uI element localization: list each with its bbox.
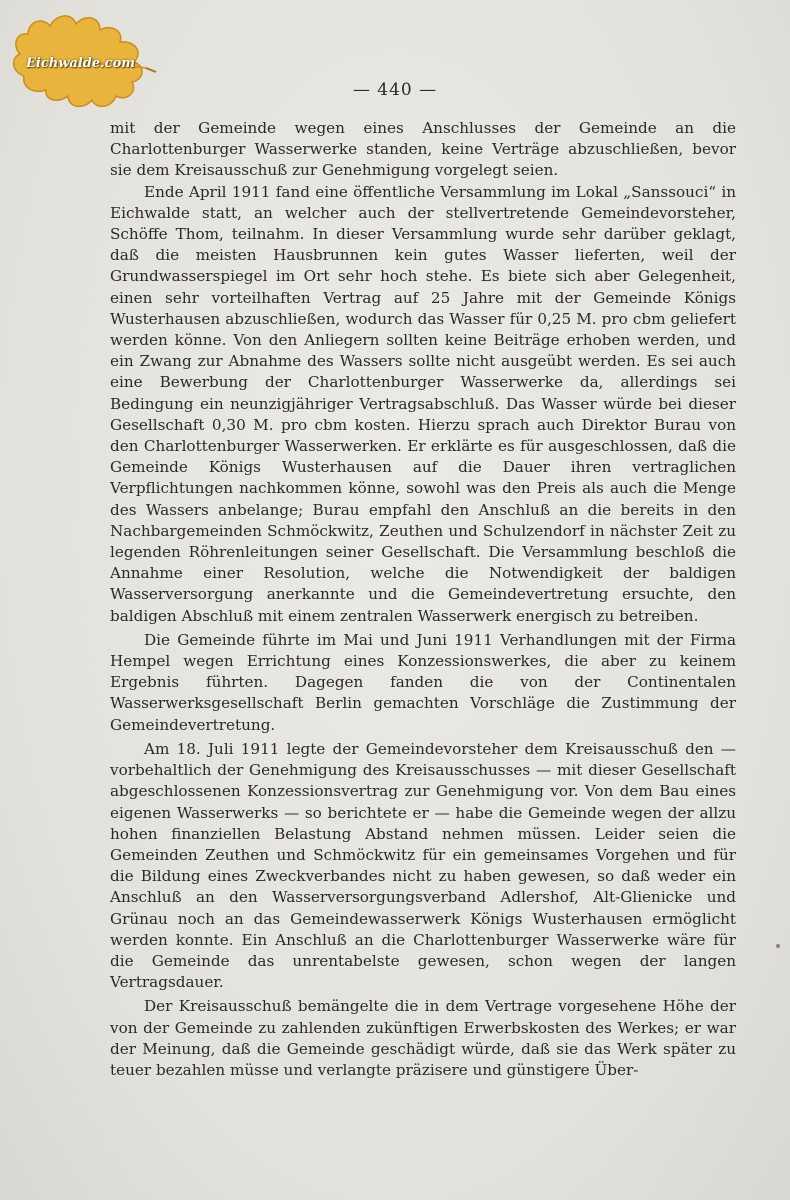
paragraph-4: Am 18. Juli 1911 legte der Gemeindevorsteher dem Kreisausschuß den — vorbehaltlich der Genehmigung des Kreisausschusses — mit dieser Gesellschaft abgeschlossenen Konzessionsvertrag zur Genehmigung vor. Von dem Bau eines eigenen Wasserwerks — so berichtete er — habe die Gemeinde wegen der allzu hohen finanziellen Belastung Abstand nehmen müssen. Leider seien die Gemeinden Zeuthen und Schmöckwitz für ein gemeinsames Vorgehen und für die Bildung eines Zweckverbandes nicht zu haben gewesen, so daß weder ein Anschluß an den Wasserversorgungsverband Adlershof, Alt-Glienicke und Grünau noch an das Gemeindewasserwerk Königs Wusterhausen ermöglicht werden konnte. Ein Anschluß an die Charlottenburger Wasserwerke wäre für die Gemeinde das unrentabelste gewesen, schon wegen der langen Vertragsdauer. — [110, 739, 736, 992]
logo-text: Eichwalde.com — [26, 56, 135, 71]
page-speck — [776, 944, 780, 948]
paragraph-1: mit der Gemeinde wegen eines Anschlusses der Gemeinde an die Charlottenburger Wasserwerke standen, keine Verträge abzuschließen, bevor sie dem Kreisausschuß zur Genehmigung vorgelegt seien. — [110, 119, 736, 180]
paragraph-3: Die Gemeinde führte im Mai und Juni 1911 Verhandlungen mit der Firma Hempel wegen Errichtung eines Konzessionswerkes, die aber zu keinem Ergebnis führten. Dagegen fanden die von der Continentalen Wasserwerksgesellschaft Berlin gemachten Vorschläge die Zustimmung der Gemeindevertretung. — [110, 630, 736, 734]
paragraph-2: Ende April 1911 fand eine öffentliche Versammlung im Lokal „Sanssouci“ in Eichwalde statt, an welcher auch der stellvertretende Gemeindevorsteher, Schöffe Thom, teilnahm. In dieser Versammlung wurde sehr darüber geklagt, daß die meisten Hausbrunnen kein gutes Wasser lieferten, weil der Grundwasserspiegel im Ort sehr hoch stehe. Es biete sich aber Gelegenheit, einen sehr vorteilhaften Vertrag auf 25 Jahre mit der Gemeinde Königs Wusterhausen abzuschließen, wodurch das Wasser für 0,25 M. pro cbm geliefert werden könne. Von den Anliegern sollten keine Beiträge erhoben werden, und ein Zwang zur Abnahme des Wassers sollte nicht ausgeübt werden. Es sei auch eine Bewerbung der Charlottenburger Wasserwerke da, allerdings sei Bedingung ein neunzigjähriger Vertragsabschluß. Das Wasser würde bei dieser Gesellschaft 0,30 M. pro cbm kosten. Hierzu sprach auch Direktor Burau von den Charlottenburger Wasserwerken. Er erklärte es für ausgeschlossen, daß die Gemeinde Königs Wusterhausen auf die Dauer ihren vertraglichen Verpflichtungen nachkommen könne, sowohl was den Preis als auch die Menge des Wassers anbelange; Burau empfahl den Anschluß an die bereits in den Nachbargemeinden Schmöckwitz, Zeuthen und Schulzendorf in nächster Zeit zu legenden Röhrenleitungen seiner Gesellschaft. Die Versammlung beschloß die Annahme einer Resolution, welche die Notwendigkeit der baldigen Wasserversorgung anerkannte und die Gemeindevertretung ersuchte, den baldigen Abschluß mit einem zentralen Wasserwerk energisch zu betreiben. — [110, 182, 736, 625]
paragraph-5: Der Kreisausschuß bemängelte die in dem Vertrage vorgesehene Höhe der von der Gemeinde zu zahlenden zukünftigen Erwerbskosten des Werkes; er war der Meinung, daß die Gemeinde geschädigt würde, daß sie das Werk später zu teuer bezahlen müsse und verlangte präzisere und günstigere Über- — [110, 997, 736, 1079]
body-text — [110, 118, 736, 1081]
page-number: — 440 — — [352, 80, 438, 100]
